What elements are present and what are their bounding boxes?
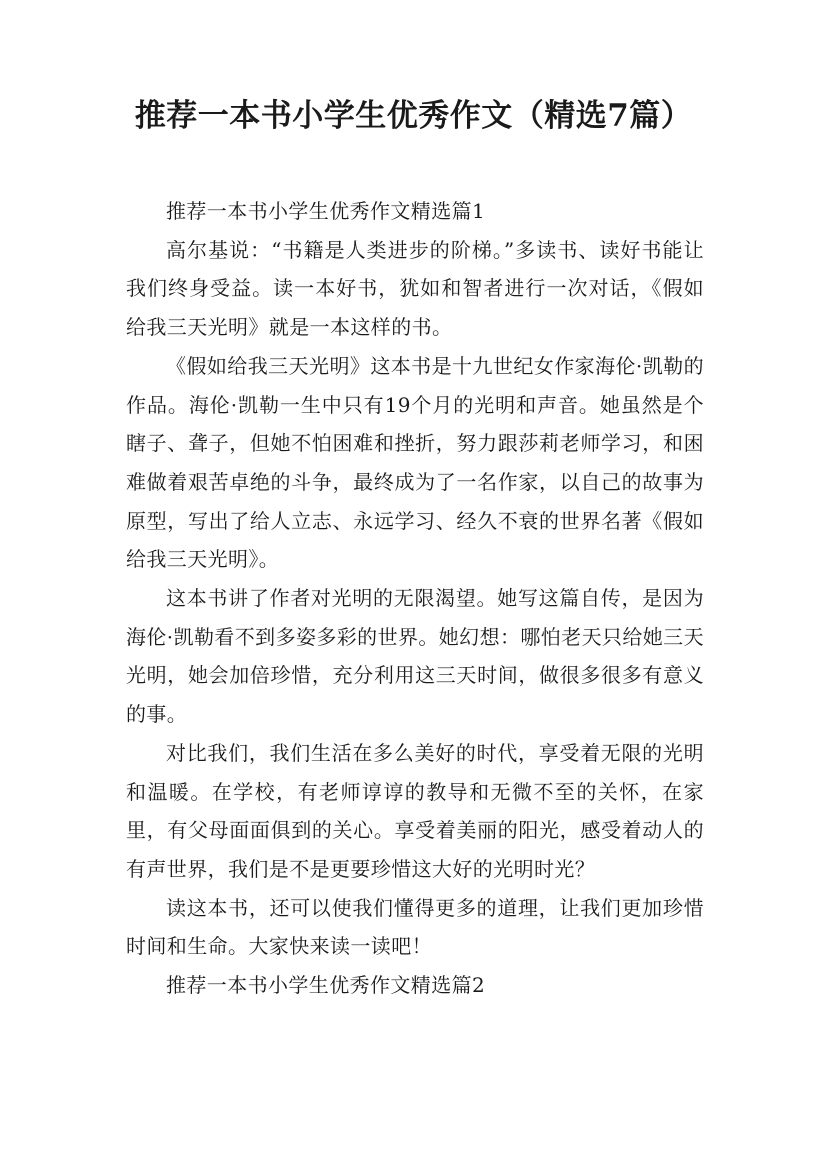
section-heading-1: 推荐一本书小学生优秀作文精选篇1	[166, 199, 486, 223]
paragraph-conclusion: 读这本书，还可以使我们懂得更多的道理，让我们更加珍惜时间和生命。大家快来读一读吧！	[126, 895, 704, 959]
section-heading-2: 推荐一本书小学生优秀作文精选篇2	[166, 973, 486, 998]
document-body	[126, 192, 704, 1005]
paragraph-gorky-quote: 高尔基说：“书籍是人类进步的阶梯。”多读书、读好书能让我们终身受益。读一本好书，犹如和智者进行一次对话，《假如给我三天光明》就是一本这样的书。	[126, 237, 704, 340]
paragraph-comparison: 对比我们，我们生活在多么美好的时代，享受着无限的光明和温暖。在学校，有老师谆谆的教导和无微不至的关怀，在家里，有父母面面俱到的关心。享受着美丽的阳光，感受着动人的有声世界，我们是不是更要珍惜这大好的光明时光？	[126, 740, 704, 881]
paragraph-book-content: 这本书讲了作者对光明的无限渴望。她写这篇自传，是因为海伦·凯勒看不到多姿多彩的世界。她幻想：哪怕老天只给她三天光明，她会加倍珍惜，充分利用这三天时间，做很多很多有意义的事。	[126, 586, 704, 727]
document-title: 推荐一本书小学生优秀作文（精选7篇）	[134, 98, 693, 134]
paragraph-helen-keller-intro: 《假如给我三天光明》这本书是十九世纪女作家海伦·凯勒的作品。海伦·凯勒一生中只有19个月的光明和声音。她虽然是个瞎子、聋子，但她不怕困难和挫折，努力跟莎莉老师学习，和困难做着艰苦卓绝的斗争，最终成为了一名作家，以自己的故事为原型，写出了给人立志、永远学习、经久不衰的世界名著《假如给我三天光明》。	[126, 353, 704, 572]
